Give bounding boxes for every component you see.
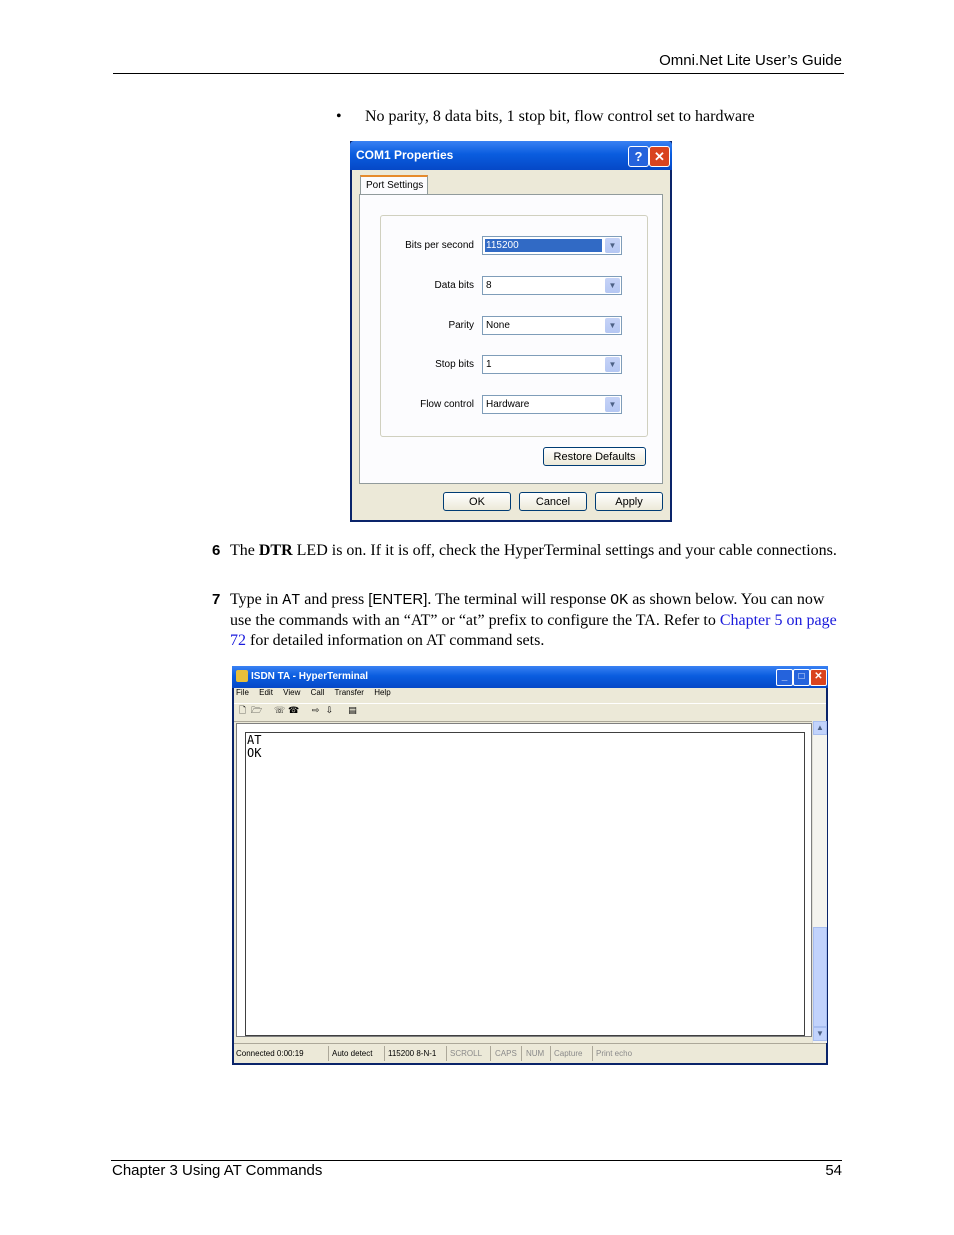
bits-per-second-label: Bits per second: [405, 240, 474, 251]
menu-transfer[interactable]: Transfer: [334, 688, 364, 697]
menu-help[interactable]: Help: [374, 688, 391, 697]
maximize-icon[interactable]: □: [793, 669, 810, 686]
properties-icon[interactable]: ▤: [348, 706, 357, 716]
step-number: 7: [212, 591, 221, 608]
footer-rule: [111, 1160, 842, 1161]
menu-bar: [236, 688, 399, 702]
status-divider: [384, 1046, 385, 1061]
new-file-icon[interactable]: 🗋: [238, 706, 247, 716]
terminal-area[interactable]: [236, 723, 812, 1037]
step-text-part: and press: [300, 591, 369, 608]
chevron-down-icon[interactable]: ▼: [605, 278, 620, 293]
dialog-title: COM1 Properties: [356, 148, 454, 162]
scroll-up-icon[interactable]: ▲: [813, 721, 827, 735]
step-text-part: The: [230, 542, 259, 559]
disconnect-icon[interactable]: ☎: [288, 706, 300, 716]
page-header-title: Omni.Net Lite User’s Guide: [659, 52, 842, 69]
restore-defaults-button[interactable]: Restore Defaults: [543, 447, 646, 466]
toolbar: [234, 703, 826, 722]
menu-file[interactable]: File: [236, 688, 249, 697]
footer-chapter: Chapter 3 Using AT Commands: [112, 1162, 323, 1179]
parity-label: Parity: [448, 320, 474, 331]
terminal-output: AT OK: [247, 733, 262, 760]
close-icon[interactable]: ✕: [649, 146, 670, 167]
flow-control-select[interactable]: [482, 395, 622, 414]
settings-groupbox: [380, 215, 648, 437]
stop-bits-select[interactable]: [482, 355, 622, 374]
step-text-part: LED is on. If it is off, check the HyperTerminal settings and your cable connections.: [292, 542, 837, 559]
minimize-icon[interactable]: _: [776, 669, 793, 686]
menu-call[interactable]: Call: [310, 688, 325, 697]
dialog-titlebar[interactable]: [350, 141, 672, 170]
bits-per-second-value: 115200: [485, 239, 602, 252]
status-divider: [521, 1046, 522, 1061]
step-text-part: as shown below. You can now use the commands with an “AT” or “at” prefix to configure the TA. Refer to: [230, 591, 825, 629]
chapter-5-link[interactable]: Chapter 5 on page 72: [230, 612, 837, 649]
status-num: NUM: [526, 1049, 545, 1058]
ok-button[interactable]: OK: [443, 492, 511, 511]
dialog-body: [352, 170, 670, 520]
status-capture: Capture: [554, 1049, 583, 1058]
step-text-part: for detailed information on AT command sets.: [246, 632, 545, 649]
dtr-label: DTR: [258, 542, 293, 559]
flow-control-label: Flow control: [420, 399, 474, 410]
step-number: 6: [212, 542, 221, 559]
code-at: AT: [282, 592, 301, 609]
cancel-button[interactable]: Cancel: [519, 492, 587, 511]
hyperterminal-body: [234, 688, 826, 1063]
port-settings-panel: [359, 194, 663, 484]
status-scroll: SCROLL: [450, 1049, 483, 1058]
help-icon[interactable]: ?: [628, 146, 649, 167]
step-7-text: [230, 590, 842, 651]
send-icon[interactable]: ⇨: [311, 706, 320, 716]
close-icon[interactable]: ✕: [810, 669, 827, 686]
chevron-down-icon[interactable]: ▼: [605, 318, 620, 333]
hyperterminal-titlebar[interactable]: [232, 666, 828, 688]
tab-port-settings[interactable]: Port Settings: [360, 175, 428, 194]
status-print-echo: Print echo: [596, 1049, 633, 1058]
receive-icon[interactable]: ⇩: [325, 706, 334, 716]
step-6-text: [230, 541, 842, 561]
step-text-part: Type in: [230, 591, 283, 608]
status-bar: [234, 1043, 826, 1064]
step-text-part: . The terminal will response: [427, 591, 611, 608]
terminal-screen[interactable]: [245, 732, 805, 1036]
chevron-down-icon[interactable]: ▼: [605, 397, 620, 412]
phone-icon: [236, 670, 248, 682]
bits-per-second-select[interactable]: [482, 236, 622, 255]
stop-bits-value: 1: [486, 359, 492, 370]
status-divider: [446, 1046, 447, 1061]
apply-button[interactable]: Apply: [595, 492, 663, 511]
parity-select[interactable]: [482, 316, 622, 335]
data-bits-select[interactable]: [482, 276, 622, 295]
stop-bits-label: Stop bits: [435, 359, 474, 370]
key-enter: [ENTER]: [368, 591, 428, 608]
hyperterminal-title: ISDN TA - HyperTerminal: [251, 671, 369, 682]
chevron-down-icon[interactable]: ▼: [605, 238, 620, 253]
menu-edit[interactable]: Edit: [259, 688, 273, 697]
hyperterminal-window: [232, 666, 828, 1065]
com1-properties-dialog: [350, 141, 672, 522]
flow-control-value: Hardware: [486, 399, 530, 410]
status-caps: CAPS: [495, 1049, 517, 1058]
status-divider: [328, 1046, 329, 1061]
parity-value: None: [486, 320, 510, 331]
page-number: 54: [825, 1162, 842, 1179]
status-settings: 115200 8-N-1: [388, 1049, 437, 1058]
data-bits-label: Data bits: [434, 280, 474, 291]
open-folder-icon[interactable]: 🗁: [251, 706, 263, 716]
menu-view[interactable]: View: [283, 688, 301, 697]
status-detect: Auto detect: [332, 1049, 373, 1058]
call-icon[interactable]: ☏: [274, 706, 286, 716]
status-divider: [490, 1046, 491, 1061]
scroll-down-icon[interactable]: ▼: [813, 1027, 827, 1041]
bullet-symbol: •: [336, 108, 342, 125]
status-divider: [550, 1046, 551, 1061]
header-rule: [113, 73, 844, 74]
vertical-scrollbar[interactable]: [812, 721, 827, 1043]
bullet-text: No parity, 8 data bits, 1 stop bit, flow control set to hardware: [365, 108, 755, 125]
chevron-down-icon[interactable]: ▼: [605, 357, 620, 372]
status-divider: [592, 1046, 593, 1061]
data-bits-value: 8: [486, 280, 492, 291]
code-ok: OK: [610, 592, 629, 609]
scroll-thumb[interactable]: [813, 927, 827, 1027]
status-connected: Connected 0:00:19: [236, 1049, 304, 1058]
